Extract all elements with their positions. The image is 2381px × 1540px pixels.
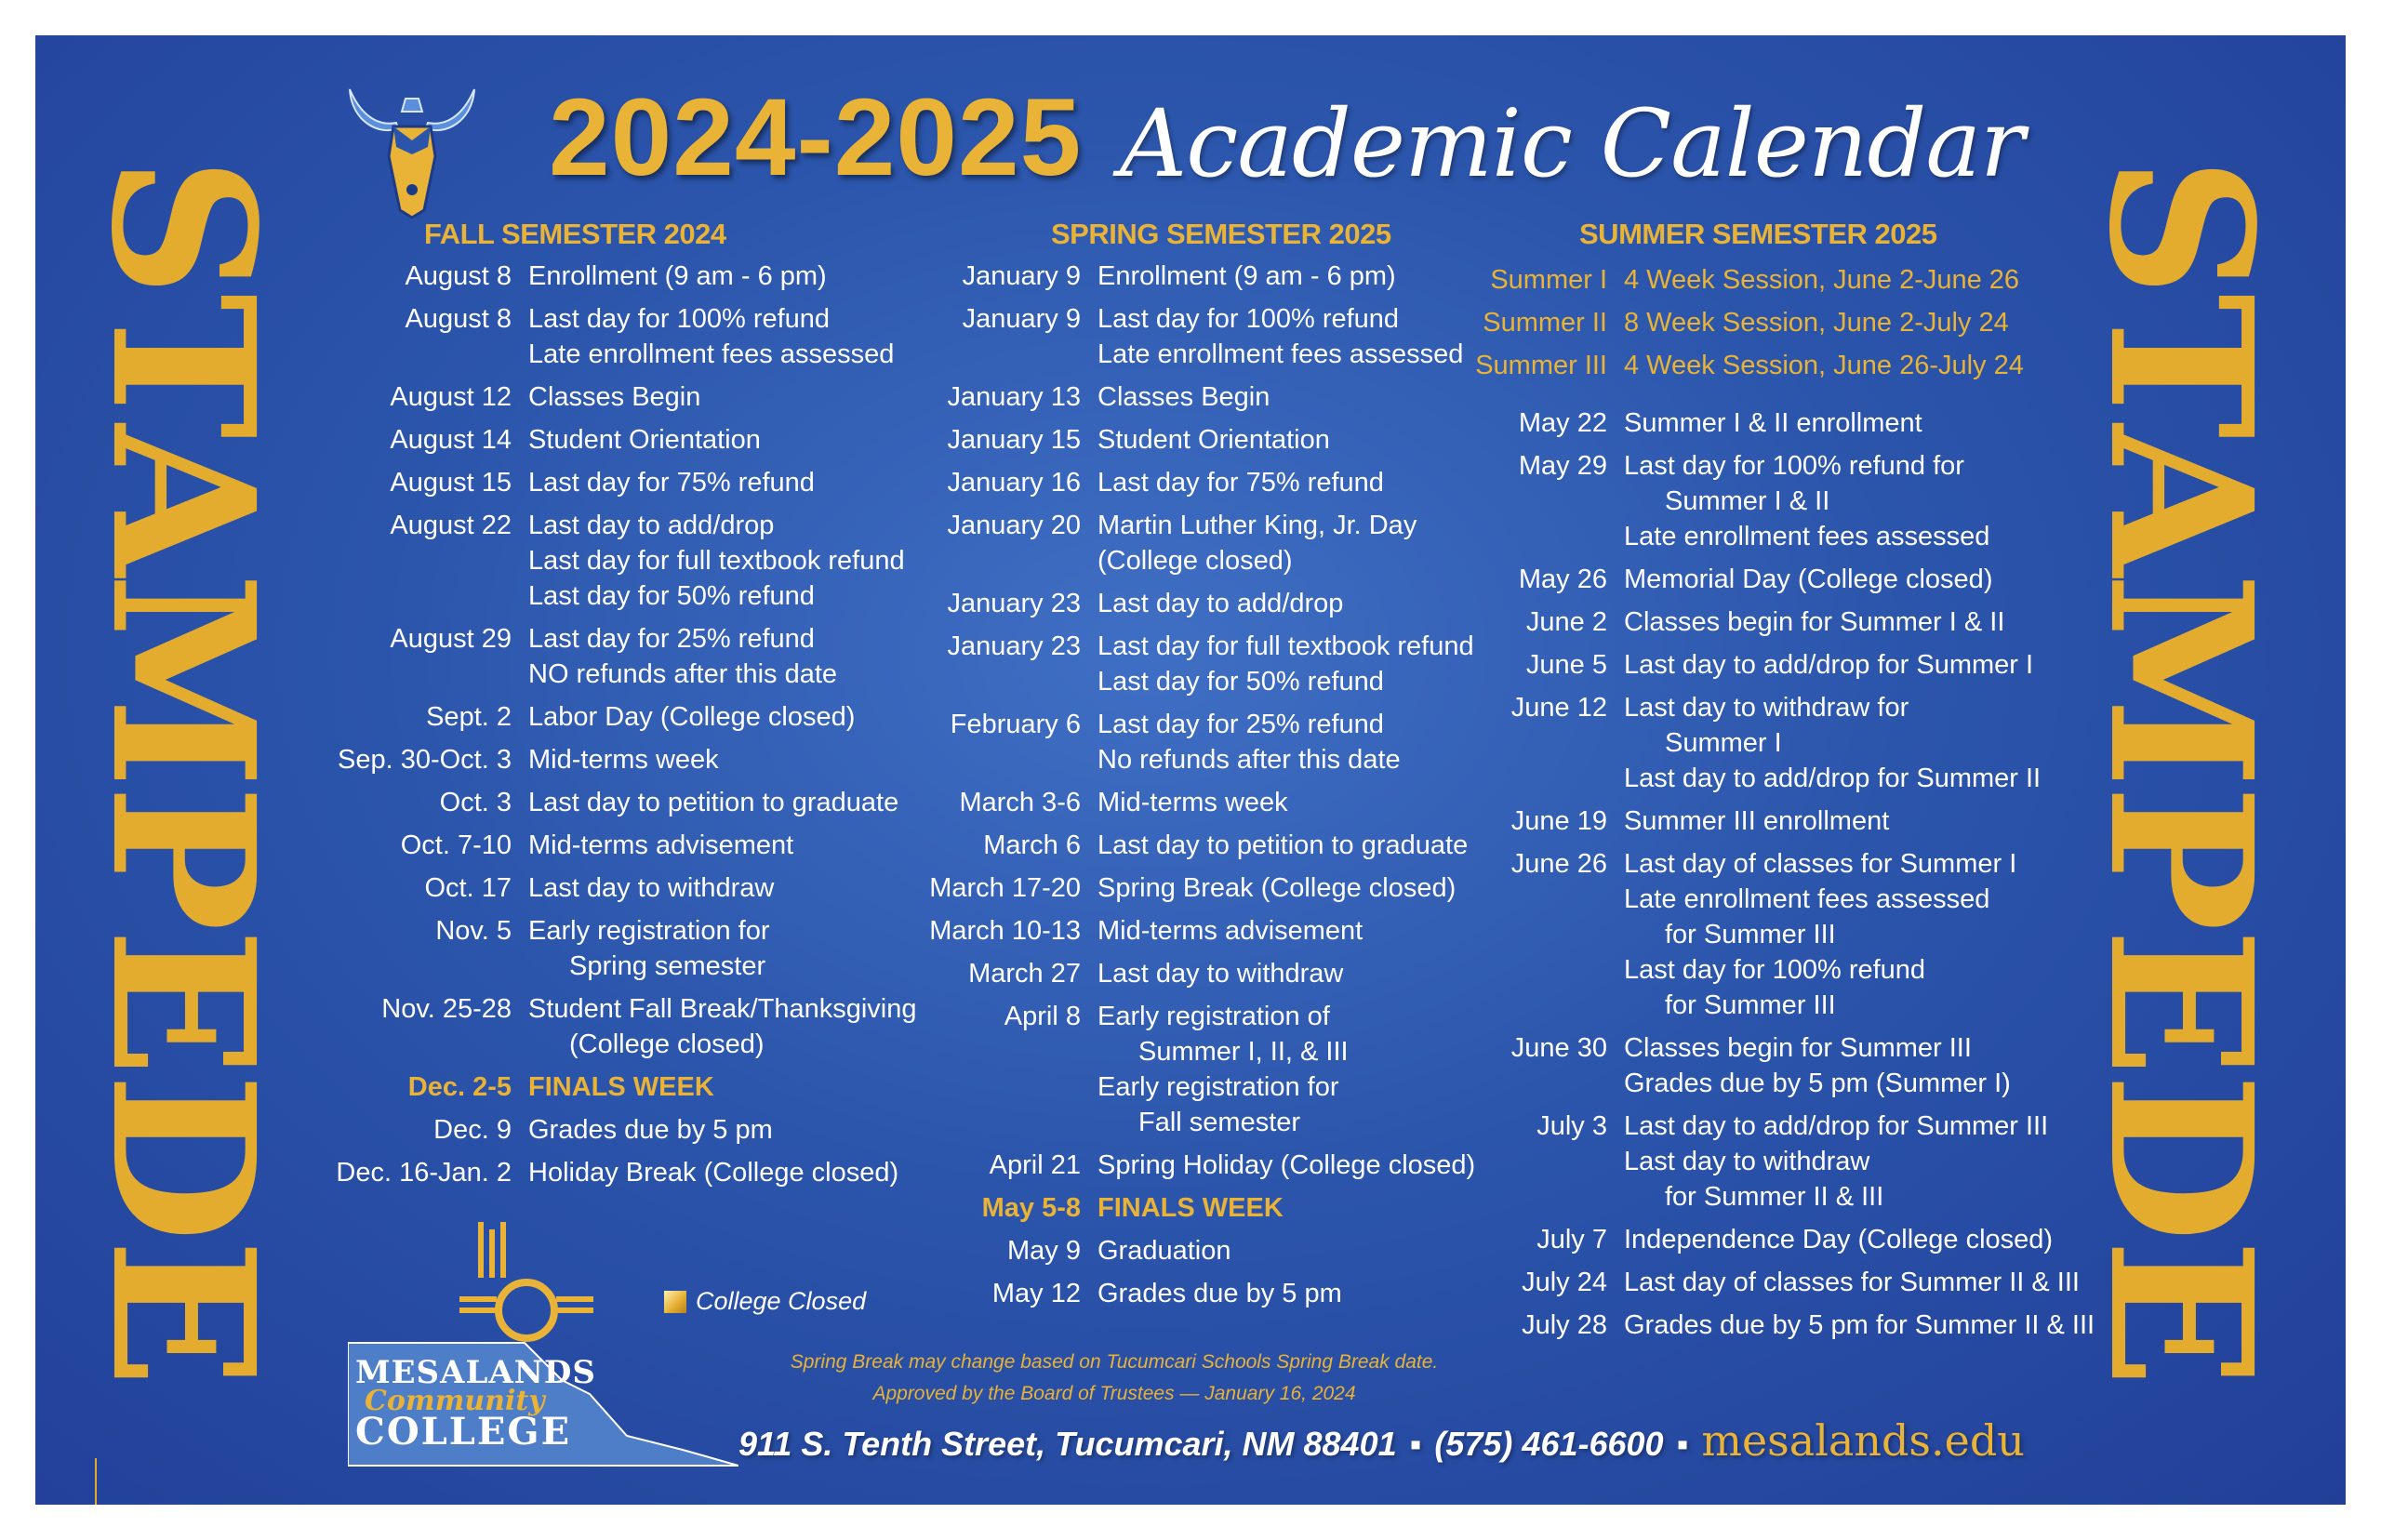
event-line: FINALS WEEK (1097, 1193, 1284, 1223)
row-date: June 12 (1510, 693, 1607, 723)
row-event (1624, 1030, 2100, 1101)
row-date: January 20 (947, 511, 1081, 540)
calendar-row (900, 956, 1496, 991)
event-line: Last day for 25% refund (528, 624, 815, 654)
summer-session-row (1430, 301, 2100, 344)
event-line: (College closed) (569, 1029, 765, 1059)
row-date: Sep. 30-Oct. 3 (338, 745, 512, 775)
calendar-row (900, 828, 1496, 863)
spring-semester-column (900, 218, 1496, 1311)
row-date: May 29 (1518, 451, 1607, 481)
college-closed-swatch-icon (664, 1291, 686, 1313)
calendar-row (1430, 405, 2100, 441)
event-line: Grades due by 5 pm for Summer II & III (1624, 1310, 2095, 1340)
summer-dates (1430, 405, 2100, 1343)
event-line: Grades due by 5 pm (528, 1115, 773, 1145)
summer-session-row (1430, 259, 2100, 301)
title-year: 2024-2025 (549, 76, 1083, 199)
calendar-row (1430, 1030, 2100, 1101)
footer-contact (738, 1415, 2025, 1466)
calendar-row (331, 1112, 926, 1148)
summer-semester-column (1430, 218, 2100, 1343)
event-line: Classes Begin (1097, 382, 1270, 412)
event-line: Last day to petition to graduate (1097, 830, 1469, 860)
row-event (528, 828, 926, 863)
event-line: Classes begin for Summer III (1624, 1033, 1972, 1063)
row-date: January 9 (962, 261, 1081, 291)
event-line: Spring Holiday (College closed) (1097, 1150, 1476, 1180)
row-date: May 12 (991, 1279, 1081, 1308)
event-line: Last day for 100% refund (1624, 955, 1926, 985)
event-line: Student Orientation (528, 425, 761, 455)
event-line: Enrollment (9 am - 6 pm) (1097, 261, 1396, 291)
event-line: Early registration for (528, 916, 770, 946)
row-date: August 15 (390, 468, 512, 498)
calendar-row (900, 629, 1496, 699)
event-line: Last day for 50% refund (1097, 667, 1384, 697)
calendar-row (331, 742, 926, 777)
side-word-left: STAMPEDE (68, 156, 299, 1384)
event-line: Late enrollment fees assessed (1624, 522, 1990, 551)
event-line: Holiday Break (College closed) (528, 1158, 899, 1188)
row-date: January 9 (962, 304, 1081, 334)
event-line: No refunds after this date (1097, 745, 1401, 775)
row-event (528, 465, 926, 500)
calendar-row (331, 870, 926, 906)
row-date: July 28 (1522, 1310, 1607, 1340)
row-event (528, 259, 926, 294)
event-line: Late enrollment fees assessed (528, 339, 895, 369)
row-date: Dec. 9 (433, 1115, 512, 1145)
row-date: March 27 (968, 959, 1081, 989)
row-date: August 22 (390, 511, 512, 540)
calendar-row (1430, 846, 2100, 1023)
event-line: Last day to add/drop for Summer II (1624, 763, 2042, 793)
calendar-row (331, 913, 926, 984)
event-line: Last day to add/drop for Summer I (1624, 650, 2034, 680)
row-event (1624, 803, 2100, 839)
row-date: March 6 (983, 830, 1081, 860)
fall-semester-column (331, 218, 926, 1190)
calendar-row (1430, 1308, 2100, 1343)
calendar-row (1430, 448, 2100, 554)
calendar-row (900, 508, 1496, 578)
address: 911 S. Tenth Street, Tucumcari, NM 88401 (738, 1425, 1397, 1463)
divider (95, 1458, 97, 1505)
row-date: Oct. 17 (424, 873, 512, 903)
calendar-row (331, 422, 926, 458)
row-event (1624, 604, 2100, 640)
calendar-row (1430, 1109, 2100, 1215)
event-line: Mid-terms week (1097, 788, 1288, 817)
row-event (1624, 405, 2100, 441)
event-line: Last day of classes for Summer II & III (1624, 1268, 2080, 1297)
calendar-row (331, 828, 926, 863)
summer-semester-heading: SUMMER SEMESTER 2025 (1579, 218, 1937, 250)
summer-session-row (1430, 344, 2100, 387)
event-line: Grades due by 5 pm (1097, 1279, 1342, 1308)
event-line: Last day to petition to graduate (528, 788, 899, 817)
event-line: Late enrollment fees assessed (1624, 884, 1990, 914)
calendar-row (331, 785, 926, 820)
event-line: Early registration for (1097, 1072, 1339, 1102)
row-date: April 21 (989, 1150, 1081, 1180)
event-line: Enrollment (9 am - 6 pm) (528, 261, 827, 291)
row-date: February 6 (950, 710, 1081, 739)
calendar-row (900, 1190, 1496, 1226)
row-date: May 22 (1518, 408, 1607, 438)
row-date: May 26 (1518, 564, 1607, 594)
row-date: June 5 (1525, 650, 1607, 680)
event-line: Mid-terms advisement (1097, 916, 1363, 946)
event-line: Last day to withdraw (528, 873, 775, 903)
row-event (528, 1069, 926, 1105)
calendar-row (900, 422, 1496, 458)
row-event (528, 785, 926, 820)
row-date: August 14 (390, 425, 512, 455)
row-event (528, 1112, 926, 1148)
calendar-row (900, 999, 1496, 1140)
row-date: Oct. 3 (439, 788, 512, 817)
row-date: March 3-6 (959, 788, 1081, 817)
event-line: Early registration of (1097, 1002, 1330, 1031)
event-line: Spring Break (College closed) (1097, 873, 1457, 903)
separator: ▪ (1676, 1425, 1689, 1463)
event-line: Last day to withdraw (1624, 1147, 1870, 1176)
row-event (1624, 846, 2100, 1023)
event-line: Last day to add/drop (528, 511, 775, 540)
event-line: Independence Day (College closed) (1624, 1225, 2054, 1255)
row-event (1624, 448, 2100, 554)
spring-semester-heading: SPRING SEMESTER 2025 (1051, 218, 1391, 250)
calendar-row (331, 259, 926, 294)
row-event (1624, 1265, 2100, 1300)
fall-semester-heading: FALL SEMESTER 2024 (424, 218, 726, 250)
calendar-row (900, 1148, 1496, 1183)
calendar-poster (35, 35, 2346, 1505)
event-line: Summer III enrollment (1624, 806, 1890, 836)
event-line: Last day for 75% refund (1097, 468, 1384, 498)
event-line: Last day of classes for Summer I (1624, 849, 2017, 879)
row-date: May 5-8 (981, 1193, 1081, 1223)
event-line: Graduation (1097, 1236, 1231, 1266)
event-line: Last day to withdraw for (1624, 693, 1909, 723)
calendar-row (900, 913, 1496, 949)
event-line: Mid-terms week (528, 745, 719, 775)
row-date: Dec. 2-5 (407, 1072, 512, 1102)
row-date: May 9 (1007, 1236, 1081, 1266)
event-line: Grades due by 5 pm (Summer I) (1624, 1069, 2011, 1098)
event-line: for Summer III (1665, 920, 1836, 949)
title-text: Academic Calendar (1120, 89, 2024, 198)
notes: Spring Break may change based on Tucumcari Schools Spring Break date. Approved by the Board of Trustees — January 16, 2024 (790, 1351, 1439, 1404)
session-desc: 4 Week Session, June 2-June 26 (1624, 265, 2020, 295)
row-date: August 8 (405, 304, 512, 334)
calendar-row (331, 379, 926, 415)
event-line: Last day for 100% refund for (1624, 451, 1964, 481)
row-date: March 10-13 (929, 916, 1081, 946)
row-date: June 19 (1510, 806, 1607, 836)
legend-label: College Closed (696, 1287, 867, 1315)
row-event (528, 301, 926, 372)
side-word-right: STAMPEDE (2066, 156, 2296, 1384)
calendar-row (900, 1233, 1496, 1268)
event-line: Last day for 100% refund (1097, 304, 1400, 334)
calendar-row (1430, 562, 2100, 597)
calendar-row (900, 1276, 1496, 1311)
event-line: Student Orientation (1097, 425, 1330, 455)
row-date: January 15 (947, 425, 1081, 455)
calendar-row (900, 259, 1496, 294)
event-line: for Summer II & III (1665, 1182, 1884, 1212)
row-date: July 3 (1536, 1111, 1607, 1141)
legend (664, 1287, 866, 1316)
event-line: Mid-terms advisement (528, 830, 794, 860)
row-event (1624, 647, 2100, 683)
row-date: January 16 (947, 468, 1081, 498)
calendar-row (1430, 803, 2100, 839)
row-event (528, 699, 926, 735)
calendar-row (1430, 647, 2100, 683)
row-event (528, 422, 926, 458)
calendar-row (1430, 690, 2100, 796)
row-event (528, 621, 926, 692)
calendar-row (900, 301, 1496, 372)
event-line: Last day to add/drop (1097, 589, 1344, 618)
row-event (1624, 1109, 2100, 1215)
event-line: Labor Day (College closed) (528, 702, 856, 732)
row-date: August 12 (390, 382, 512, 412)
row-date: August 8 (405, 261, 512, 291)
event-line: Last day to add/drop for Summer III (1624, 1111, 2049, 1141)
college-name: MESALANDS Community COLLEGE (355, 1354, 596, 1454)
row-date: August 29 (390, 624, 512, 654)
event-line: for Summer III (1665, 990, 1836, 1020)
calendar-row (1430, 1265, 2100, 1300)
row-date: June 26 (1510, 849, 1607, 879)
row-date: April 8 (1004, 1002, 1081, 1031)
event-line: Memorial Day (College closed) (1624, 564, 1993, 594)
event-line: Summer I, II, & III (1138, 1037, 1349, 1067)
calendar-row (900, 586, 1496, 621)
event-line: FINALS WEEK (528, 1072, 714, 1102)
event-line: Student Fall Break/Thanksgiving (528, 994, 917, 1024)
row-date: July 7 (1536, 1225, 1607, 1255)
calendar-row (331, 991, 926, 1062)
row-date: Nov. 5 (435, 916, 512, 946)
calendar-row (331, 301, 926, 372)
event-line: Classes begin for Summer I & II (1624, 607, 2005, 637)
calendar-row (331, 699, 926, 735)
event-line: Summer I & II (1665, 486, 1830, 516)
calendar-row (1430, 604, 2100, 640)
event-line: Last day for 75% refund (528, 468, 815, 498)
calendar-row (331, 1155, 926, 1190)
row-date: Nov. 25-28 (381, 994, 512, 1024)
row-date: June 30 (1510, 1033, 1607, 1063)
event-line: Last day for 100% refund (528, 304, 831, 334)
row-event (528, 379, 926, 415)
row-event (528, 1155, 926, 1190)
row-date: Dec. 16-Jan. 2 (336, 1158, 512, 1188)
website-link[interactable]: mesalands.edu (1701, 1415, 2025, 1466)
row-date: January 23 (947, 589, 1081, 618)
row-event (1624, 1222, 2100, 1257)
event-line: Last day for 25% refund (1097, 710, 1384, 739)
event-line: Last day to withdraw (1097, 959, 1344, 989)
row-event (1624, 1308, 2100, 1343)
bull-logo-icon (342, 71, 482, 229)
event-line: NO refunds after this date (528, 659, 838, 689)
row-event (1624, 690, 2100, 796)
row-date: March 17-20 (929, 873, 1081, 903)
calendar-row (331, 621, 926, 692)
calendar-row (1430, 1222, 2100, 1257)
row-event (528, 742, 926, 777)
event-line: Last day for full textbook refund (1097, 631, 1474, 661)
calendar-row (331, 508, 926, 614)
session-name: Summer I (1490, 265, 1607, 295)
row-event (1624, 562, 2100, 597)
calendar-row (331, 1069, 926, 1105)
summer-sessions (1430, 259, 2100, 387)
row-date: June 2 (1525, 607, 1607, 637)
event-line: Last day for 50% refund (528, 581, 815, 611)
row-date: January 13 (947, 382, 1081, 412)
calendar-row (900, 870, 1496, 906)
phone[interactable]: (575) 461-6600 (1434, 1425, 1664, 1463)
row-date: January 23 (947, 631, 1081, 661)
event-line: Classes Begin (528, 382, 701, 412)
event-line: Spring semester (569, 951, 766, 981)
row-event (528, 913, 926, 984)
event-line: Late enrollment fees assessed (1097, 339, 1464, 369)
event-line: Summer I & II enrollment (1624, 408, 1922, 438)
calendar-row (900, 707, 1496, 777)
session-name: Summer II (1483, 308, 1607, 338)
session-name: Summer III (1475, 351, 1607, 380)
row-date: July 24 (1522, 1268, 1607, 1297)
row-event (528, 508, 926, 614)
row-date: Oct. 7-10 (400, 830, 512, 860)
event-line: (College closed) (1097, 546, 1293, 576)
session-desc: 8 Week Session, June 2-July 24 (1624, 308, 2009, 338)
calendar-row (900, 785, 1496, 820)
separator: ▪ (1409, 1425, 1422, 1463)
event-line: Martin Luther King, Jr. Day (1097, 511, 1417, 540)
calendar-row (331, 465, 926, 500)
calendar-row (900, 465, 1496, 500)
row-date: Sept. 2 (426, 702, 512, 732)
row-event (528, 991, 926, 1062)
session-desc: 4 Week Session, June 26-July 24 (1624, 351, 2024, 380)
event-line: Summer I (1665, 728, 1782, 758)
row-event (528, 870, 926, 906)
event-line: Fall semester (1138, 1108, 1301, 1137)
event-line: Last day for full textbook refund (528, 546, 905, 576)
calendar-row (900, 379, 1496, 415)
